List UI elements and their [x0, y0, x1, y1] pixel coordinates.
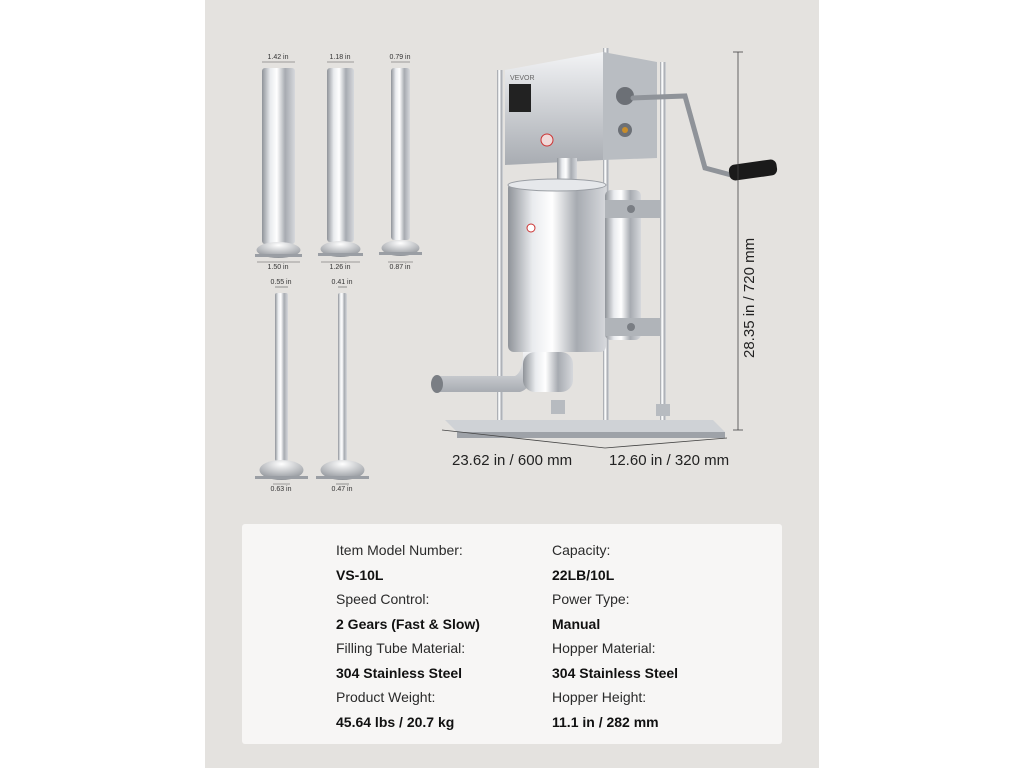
filling-tube-4: [255, 287, 308, 484]
filling-tube-1: [255, 62, 302, 262]
tube-5-bottom-dim: 0.47 in: [331, 486, 353, 493]
spec-column-left: [336, 538, 480, 734]
spec-value-model: VS-10L: [336, 566, 384, 583]
spec-label-power: Power Type:: [552, 591, 630, 607]
spec-label-tube-material: Filling Tube Material:: [336, 640, 466, 656]
filling-tube-2: [318, 62, 363, 262]
tube-1-bottom-dim: 1.50 in: [267, 264, 289, 271]
spec-value-power: Manual: [552, 615, 601, 632]
tube-4-bottom-dim: 0.63 in: [270, 486, 292, 493]
height-dimension: 28.35 in / 720 mm: [741, 237, 758, 358]
spec-label-speed: Speed Control:: [336, 591, 430, 607]
spec-value-tube-material: 304 Stainless Steel: [336, 664, 463, 681]
spec-label-hopper-height: Hopper Height:: [552, 689, 647, 705]
tube-1-top-dim: 1.42 in: [267, 54, 289, 61]
spec-value-hopper-material: 304 Stainless Steel: [552, 664, 679, 681]
tube-3-bottom-dim: 0.87 in: [389, 264, 411, 271]
product-image-canvas: [205, 0, 819, 768]
spec-value-weight: 45.64 lbs / 20.7 kg: [336, 713, 455, 730]
brand-label: VEVOR: [510, 75, 535, 82]
tube-4-top-dim: 0.55 in: [270, 279, 292, 286]
spec-label-model: Item Model Number:: [336, 542, 463, 558]
sausage-stuffer: [431, 48, 778, 438]
spec-label-capacity: Capacity:: [552, 542, 611, 558]
spec-card: [242, 524, 782, 744]
filling-tube-5: [316, 287, 369, 484]
spec-value-hopper-height: 11.1 in / 282 mm: [552, 713, 659, 730]
tube-2-top-dim: 1.18 in: [329, 54, 351, 61]
spec-label-weight: Product Weight:: [336, 689, 436, 705]
tube-2-bottom-dim: 1.26 in: [329, 264, 351, 271]
width-dimension: 12.60 in / 320 mm: [609, 452, 730, 469]
length-dimension: 23.62 in / 600 mm: [452, 452, 573, 469]
tube-5-top-dim: 0.41 in: [331, 279, 353, 286]
filling-tube-3: [379, 62, 422, 262]
spec-value-capacity: 22LB/10L: [552, 566, 615, 583]
spec-value-speed: 2 Gears (Fast & Slow): [336, 615, 480, 632]
spec-label-hopper-material: Hopper Material:: [552, 640, 656, 656]
spec-column-right: [552, 538, 678, 734]
tube-3-top-dim: 0.79 in: [389, 54, 411, 61]
